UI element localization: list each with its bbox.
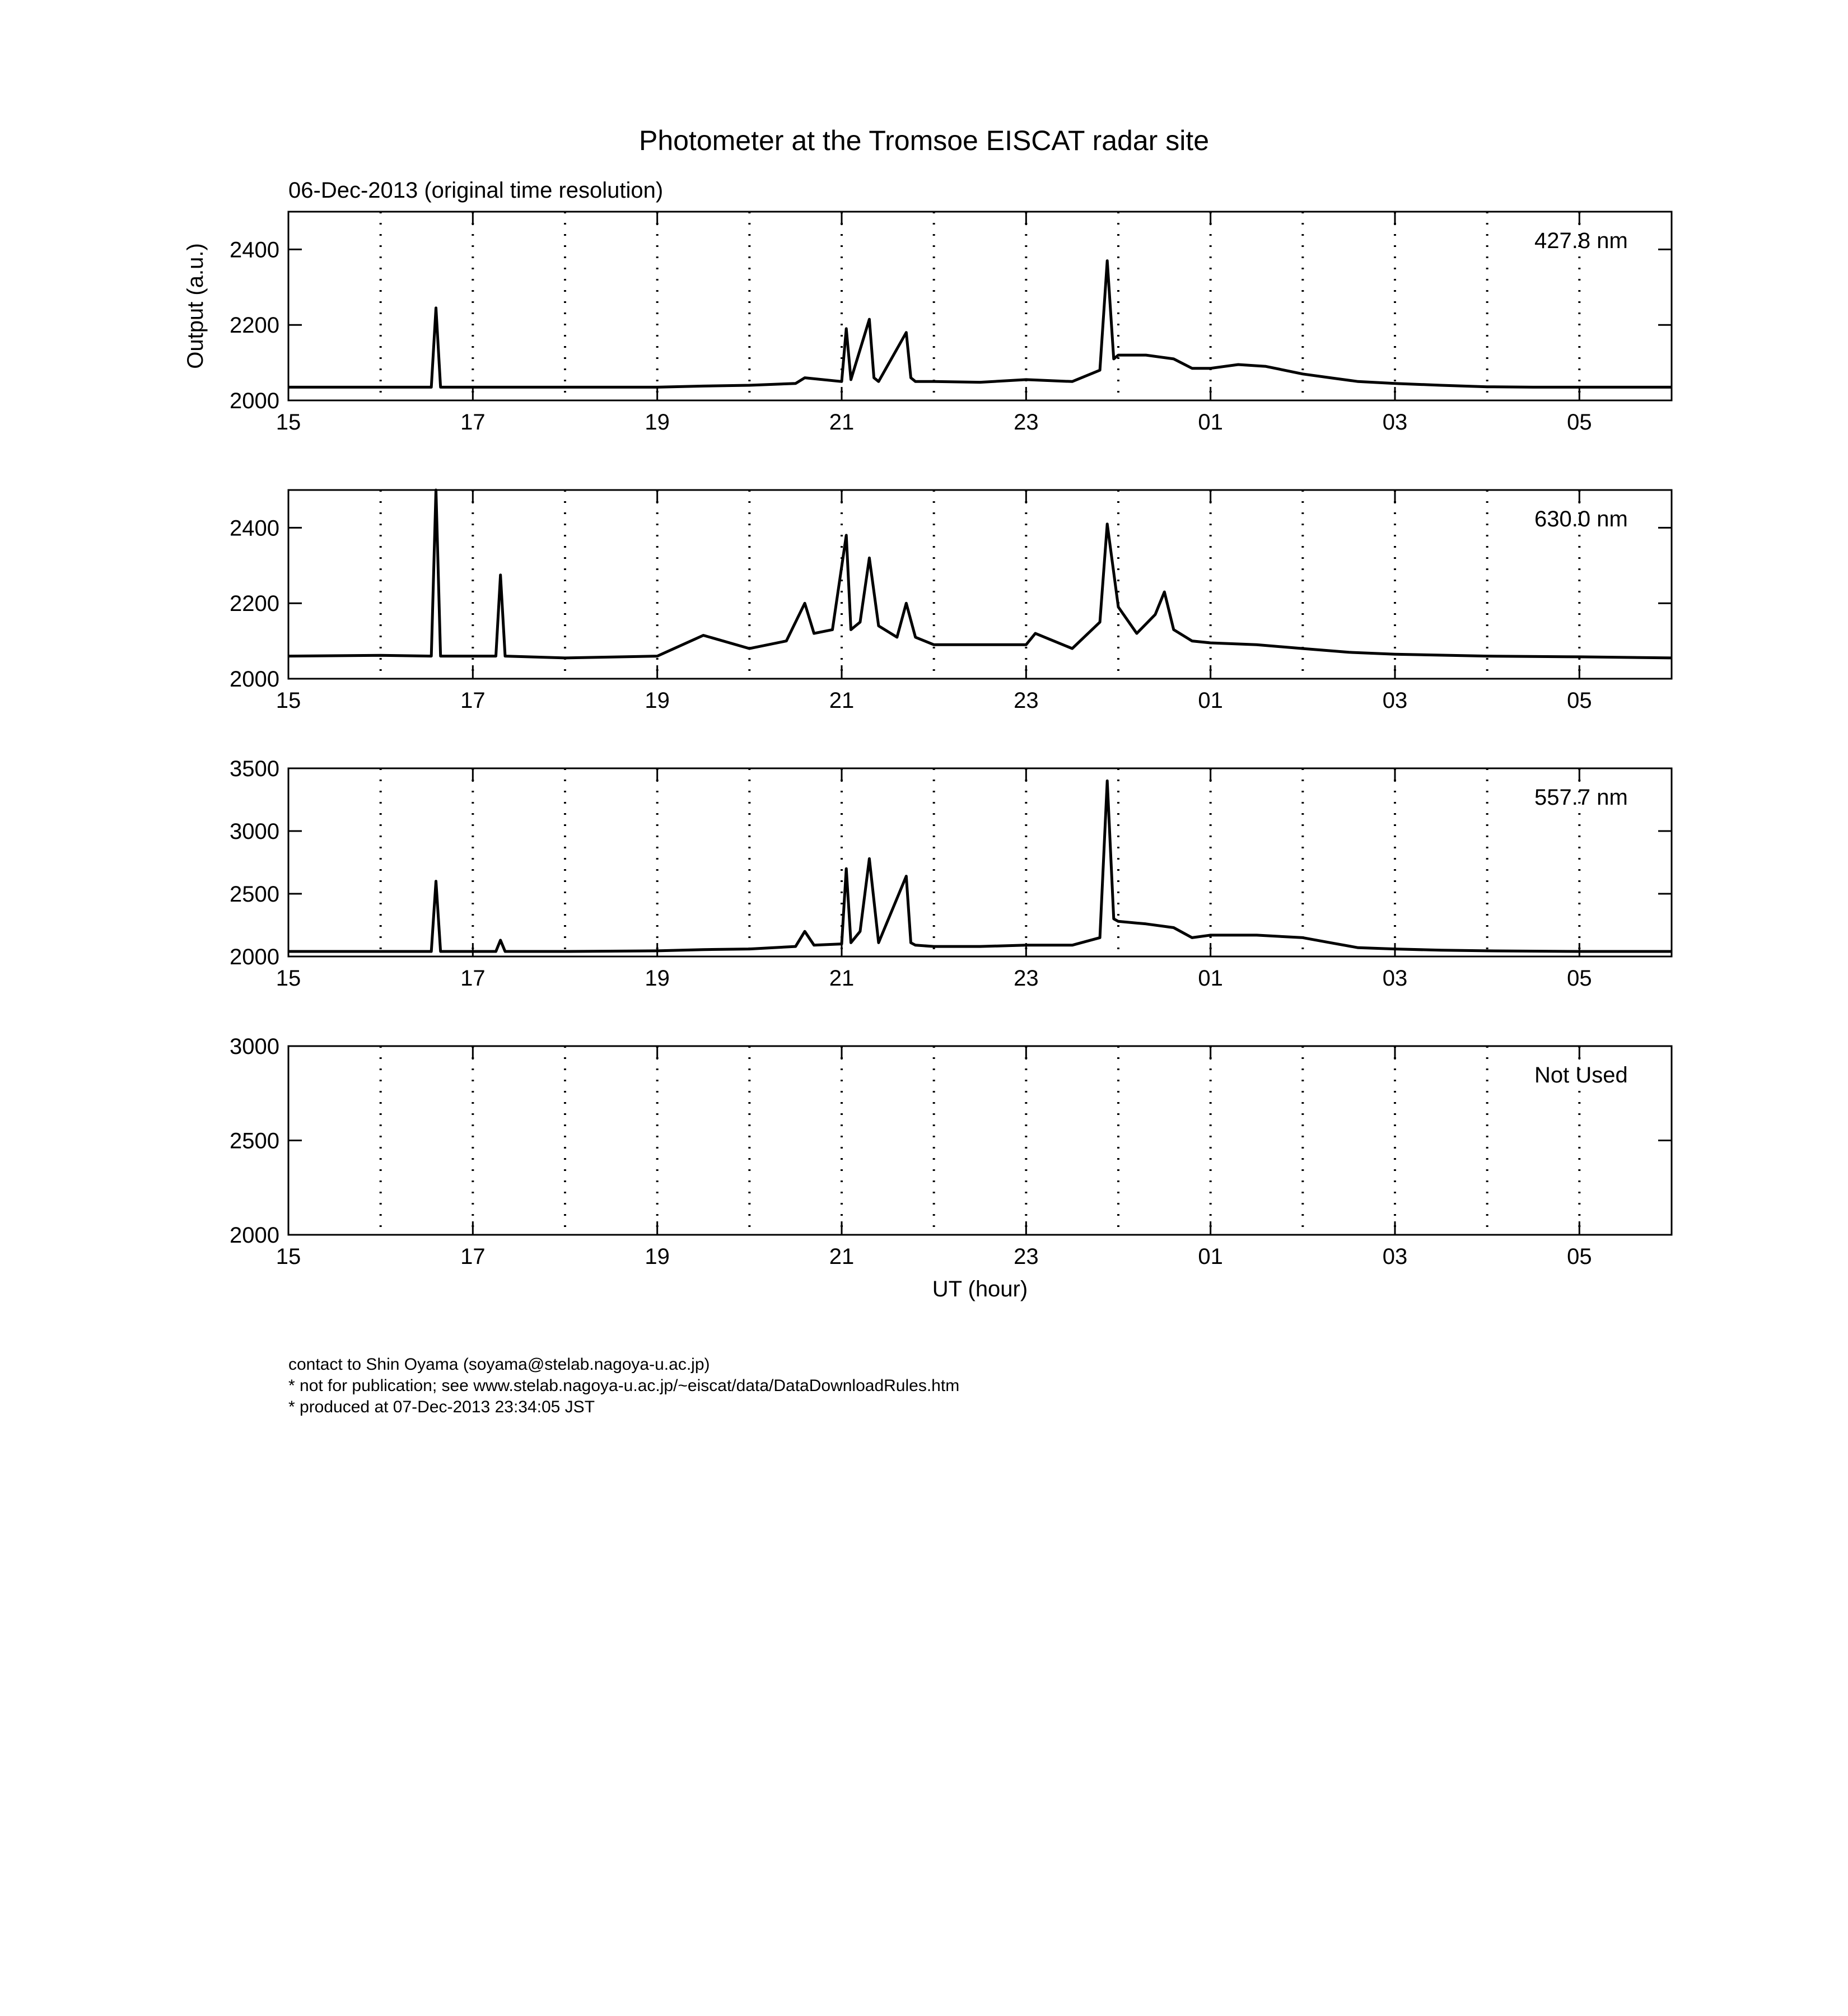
x-tick-label: 21 <box>829 1244 855 1269</box>
panel-label: 630.0 nm <box>1534 507 1628 531</box>
x-tick-label: 19 <box>645 410 670 435</box>
x-tick-label: 21 <box>829 966 855 991</box>
x-tick-label: 05 <box>1567 966 1592 991</box>
axes-frame <box>288 768 1672 956</box>
y-tick-label: 2200 <box>230 591 279 617</box>
x-tick-label: 19 <box>645 1244 670 1269</box>
x-tick-label: 19 <box>645 688 670 713</box>
x-tick-label: 05 <box>1567 688 1592 713</box>
x-tick-label: 23 <box>1014 688 1039 713</box>
x-tick-label: 01 <box>1198 410 1223 435</box>
footer-produced: * produced at 07-Dec-2013 23:34:05 JST <box>288 1398 595 1416</box>
footer-contact: contact to Shin Oyama (soyama@stelab.nagoya-u.ac.jp) <box>288 1355 710 1374</box>
figure-title: Photometer at the Tromsoe EISCAT radar site <box>638 125 1210 156</box>
x-tick-label: 23 <box>1014 1244 1039 1269</box>
y-axis-label: Output (a.u.) <box>183 243 208 369</box>
y-tick-label: 3000 <box>230 819 279 844</box>
x-tick-label: 01 <box>1198 1244 1223 1269</box>
panel-1 <box>183 212 1672 435</box>
x-tick-label: 03 <box>1382 966 1408 991</box>
y-tick-label: 2000 <box>230 1223 279 1248</box>
x-tick-label: 05 <box>1567 1244 1592 1269</box>
x-tick-label: 03 <box>1382 1244 1408 1269</box>
x-tick-label: 17 <box>460 688 486 713</box>
x-tick-label: 01 <box>1198 966 1223 991</box>
y-tick-label: 2500 <box>230 1128 279 1154</box>
series-line-1-1 <box>288 261 1672 388</box>
panel-label: 427.8 nm <box>1534 228 1628 253</box>
x-tick-label: 15 <box>276 410 301 435</box>
x-tick-label: 17 <box>460 410 486 435</box>
x-tick-label: 15 <box>276 966 301 991</box>
y-tick-label: 2000 <box>230 667 279 692</box>
panel-2 <box>230 490 1672 713</box>
y-tick-label: 2000 <box>230 945 279 969</box>
x-tick-label: 19 <box>645 966 670 991</box>
x-tick-label: 21 <box>829 410 855 435</box>
axes-frame <box>288 212 1672 400</box>
panel-label: 557.7 nm <box>1534 785 1628 810</box>
x-tick-label: 23 <box>1014 966 1039 991</box>
x-axis-label: UT (hour) <box>932 1277 1028 1301</box>
x-tick-label: 17 <box>460 1244 486 1269</box>
x-tick-label: 15 <box>276 1244 301 1269</box>
panel-label: Not Used <box>1534 1063 1628 1088</box>
y-tick-label: 2200 <box>230 313 279 338</box>
y-tick-label: 2000 <box>230 389 279 413</box>
panel-4 <box>230 1034 1672 1301</box>
x-tick-label: 17 <box>460 966 486 991</box>
x-tick-label: 23 <box>1014 410 1039 435</box>
x-tick-label: 15 <box>276 688 301 713</box>
y-tick-label: 3500 <box>230 757 279 781</box>
y-tick-label: 2500 <box>230 882 279 907</box>
x-tick-label: 01 <box>1198 688 1223 713</box>
footer-rules: * not for publication; see www.stelab.nagoya-u.ac.jp/~eiscat/data/DataDownloadRules.htm <box>288 1376 960 1395</box>
x-tick-label: 21 <box>829 688 855 713</box>
y-tick-label: 2400 <box>230 516 279 541</box>
x-tick-label: 05 <box>1567 410 1592 435</box>
figure-subtitle: 06-Dec-2013 (original time resolution) <box>288 178 664 203</box>
panel-3 <box>230 757 1672 991</box>
x-tick-label: 03 <box>1382 688 1408 713</box>
chart-panels <box>183 212 1672 1301</box>
series-line-3-1 <box>288 781 1672 951</box>
series-line-2-1 <box>288 490 1672 658</box>
y-tick-label: 3000 <box>230 1034 279 1059</box>
x-tick-label: 03 <box>1382 410 1408 435</box>
axes-frame <box>288 1046 1672 1235</box>
y-tick-label: 2400 <box>230 237 279 263</box>
figure-footer <box>288 1354 959 1418</box>
